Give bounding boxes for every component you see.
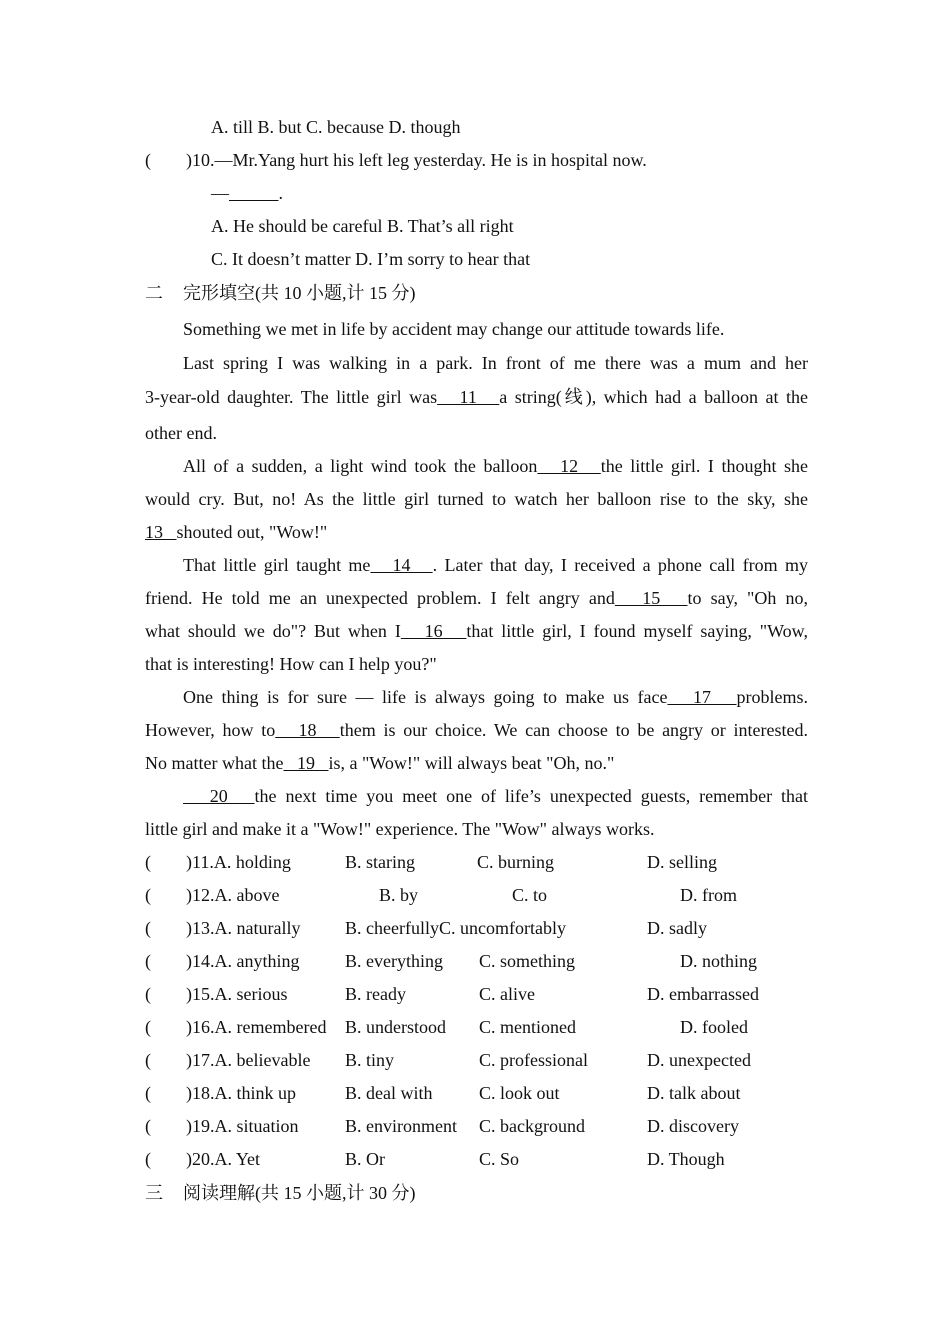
- option-a: )19.A. situation: [186, 1116, 299, 1136]
- option-d: D. unexpected: [647, 1050, 751, 1070]
- passage-p6-line1: [183, 785, 808, 807]
- option-c: C. to: [512, 885, 548, 905]
- q10-options-line2: C. It doesn’t matter D. I’m sorry to hear that: [211, 249, 531, 269]
- option-a: )12.A. above: [186, 885, 280, 905]
- blank-14: 14: [370, 555, 433, 575]
- section2-title: 完形填空(共 10 小题,计 15 分): [183, 283, 416, 303]
- blank-19: 19: [283, 753, 329, 773]
- option-a: )13.A. naturally: [186, 918, 301, 938]
- option-c: C. something: [479, 951, 576, 971]
- blank-15: 15: [614, 588, 688, 608]
- q10-reply-end: .: [278, 183, 283, 203]
- passage-p5-line1: [183, 686, 808, 708]
- passage-text: No matter what the: [145, 753, 284, 773]
- passage-text: shouted out, "Wow!": [176, 522, 328, 542]
- passage-text: to say, "Oh no,: [687, 588, 808, 608]
- option-c: C. So: [479, 1149, 520, 1169]
- blank-17: 17: [667, 687, 737, 707]
- q10-stem: )10.—Mr.Yang hurt his left leg yesterday. He is in hospital now.: [186, 150, 647, 170]
- passage-text: 3-year-old daughter. The little girl was: [145, 387, 438, 407]
- passage-text: friend. He told me an unexpected problem. I felt angry and: [145, 588, 615, 608]
- passage-p2-line1: Last spring I was walking in a park. In front of me there was a mum and her: [183, 353, 808, 373]
- option-b: B. Or: [345, 1149, 385, 1169]
- passage-p3-line3: [145, 521, 327, 543]
- option-d: D. fooled: [680, 1017, 748, 1037]
- option-b: B. everything: [345, 951, 443, 971]
- answer-paren: (: [145, 1149, 151, 1169]
- blank-11: 11: [437, 387, 500, 407]
- section3-title: 阅读理解(共 15 小题,计 30 分): [183, 1183, 416, 1203]
- option-c: C. mentioned: [479, 1017, 576, 1037]
- q10-reply-blank: [229, 183, 279, 203]
- q10-reply-dash: —: [211, 183, 229, 203]
- option-d: D. selling: [647, 852, 717, 872]
- answer-paren: (: [145, 984, 151, 1004]
- passage-text: that little girl, I found myself saying, "Wow,: [466, 621, 809, 641]
- passage-text: a string(线), which had a balloon at the: [499, 387, 808, 407]
- option-a: )17.A. believable: [186, 1050, 311, 1070]
- passage-p1: Something we met in life by accident may change our attitude towards life.: [183, 319, 725, 339]
- option-d: D. Though: [647, 1149, 725, 1169]
- blank-16: 16: [400, 621, 467, 641]
- passage-p5-line2: [145, 719, 808, 741]
- passage-p4-line3: [145, 620, 808, 642]
- option-c: C. alive: [479, 984, 535, 1004]
- blank-18: 18: [275, 720, 340, 740]
- passage-text: That little girl taught me: [183, 555, 371, 575]
- option-a: )18.A. think up: [186, 1083, 296, 1103]
- option-b: B. cheerfullyC. uncomfortably: [345, 918, 566, 938]
- answer-paren: (: [145, 885, 151, 905]
- passage-p5-line3: [145, 752, 614, 774]
- blank-13: 13: [145, 522, 177, 542]
- passage-p3-line2: would cry. But, no! As the little girl turned to watch her balloon rise to the sky, she: [145, 489, 808, 509]
- passage-text: what should we do"? But when I: [145, 621, 401, 641]
- option-b: B. staring: [345, 852, 415, 872]
- blank-12: 12: [537, 456, 601, 476]
- option-a: )15.A. serious: [186, 984, 288, 1004]
- option-c: C. look out: [479, 1083, 560, 1103]
- q9-options: A. till B. but C. because D. though: [211, 117, 461, 137]
- passage-p2-line2: [145, 386, 808, 408]
- passage-text: problems.: [736, 687, 808, 707]
- option-c: C. professional: [479, 1050, 588, 1070]
- q10-reply: [211, 182, 283, 204]
- option-b: B. tiny: [345, 1050, 395, 1070]
- passage-p4-line4: that is interesting! How can I help you?": [145, 654, 437, 674]
- answer-paren: (: [145, 1116, 151, 1136]
- passage-text: is, a "Wow!" will always beat "Oh, no.": [328, 753, 615, 773]
- answer-paren: (: [145, 852, 151, 872]
- option-b: B. ready: [345, 984, 406, 1004]
- option-d: D. embarrassed: [647, 984, 759, 1004]
- answer-paren: (: [145, 918, 151, 938]
- passage-text: them is our choice. We can choose to be angry or interested.: [339, 720, 809, 740]
- passage-text: the little girl. I thought she: [600, 456, 809, 476]
- option-d: D. from: [680, 885, 737, 905]
- option-c: C. background: [479, 1116, 585, 1136]
- section2-number: 二: [145, 283, 163, 303]
- option-a: )20.A. Yet: [186, 1149, 261, 1169]
- option-a: )14.A. anything: [186, 951, 300, 971]
- option-d: D. discovery: [647, 1116, 739, 1136]
- passage-text: the next time you meet one of life’s unexpected guests, remember that: [254, 786, 808, 806]
- section3-number: 三: [145, 1183, 163, 1203]
- passage-text: One thing is for sure — life is always going to make us face: [183, 687, 668, 707]
- answer-paren: (: [145, 1083, 151, 1103]
- q10-answer-paren: (: [145, 150, 151, 170]
- answer-paren: (: [145, 951, 151, 971]
- answer-paren: (: [145, 1017, 151, 1037]
- option-a: )11.A. holding: [186, 852, 291, 872]
- blank-20: 20: [183, 786, 255, 806]
- option-a: )16.A. remembered: [186, 1017, 327, 1037]
- option-b: B. by: [379, 885, 419, 905]
- passage-p2-line3: other end.: [145, 423, 217, 443]
- option-b: B. understood: [345, 1017, 446, 1037]
- option-d: D. nothing: [680, 951, 758, 971]
- passage-p3-line1: [183, 455, 808, 477]
- option-b: B. deal with: [345, 1083, 433, 1103]
- passage-p4-line2: [145, 587, 808, 609]
- passage-text: However, how to: [145, 720, 276, 740]
- answer-paren: (: [145, 1050, 151, 1070]
- passage-text: All of a sudden, a light wind took the balloon: [183, 456, 538, 476]
- passage-p6-line2: little girl and make it a "Wow!" experience. The "Wow" always works.: [145, 819, 655, 839]
- passage-p4-line1: [183, 554, 808, 576]
- option-b: B. environment: [345, 1116, 457, 1136]
- passage-text: . Later that day, I received a phone call from my: [432, 555, 808, 575]
- option-c: C. burning: [477, 852, 555, 872]
- option-d: D. sadly: [647, 918, 707, 938]
- option-d: D. talk about: [647, 1083, 741, 1103]
- q10-options-line1: A. He should be careful B. That’s all right: [211, 216, 514, 236]
